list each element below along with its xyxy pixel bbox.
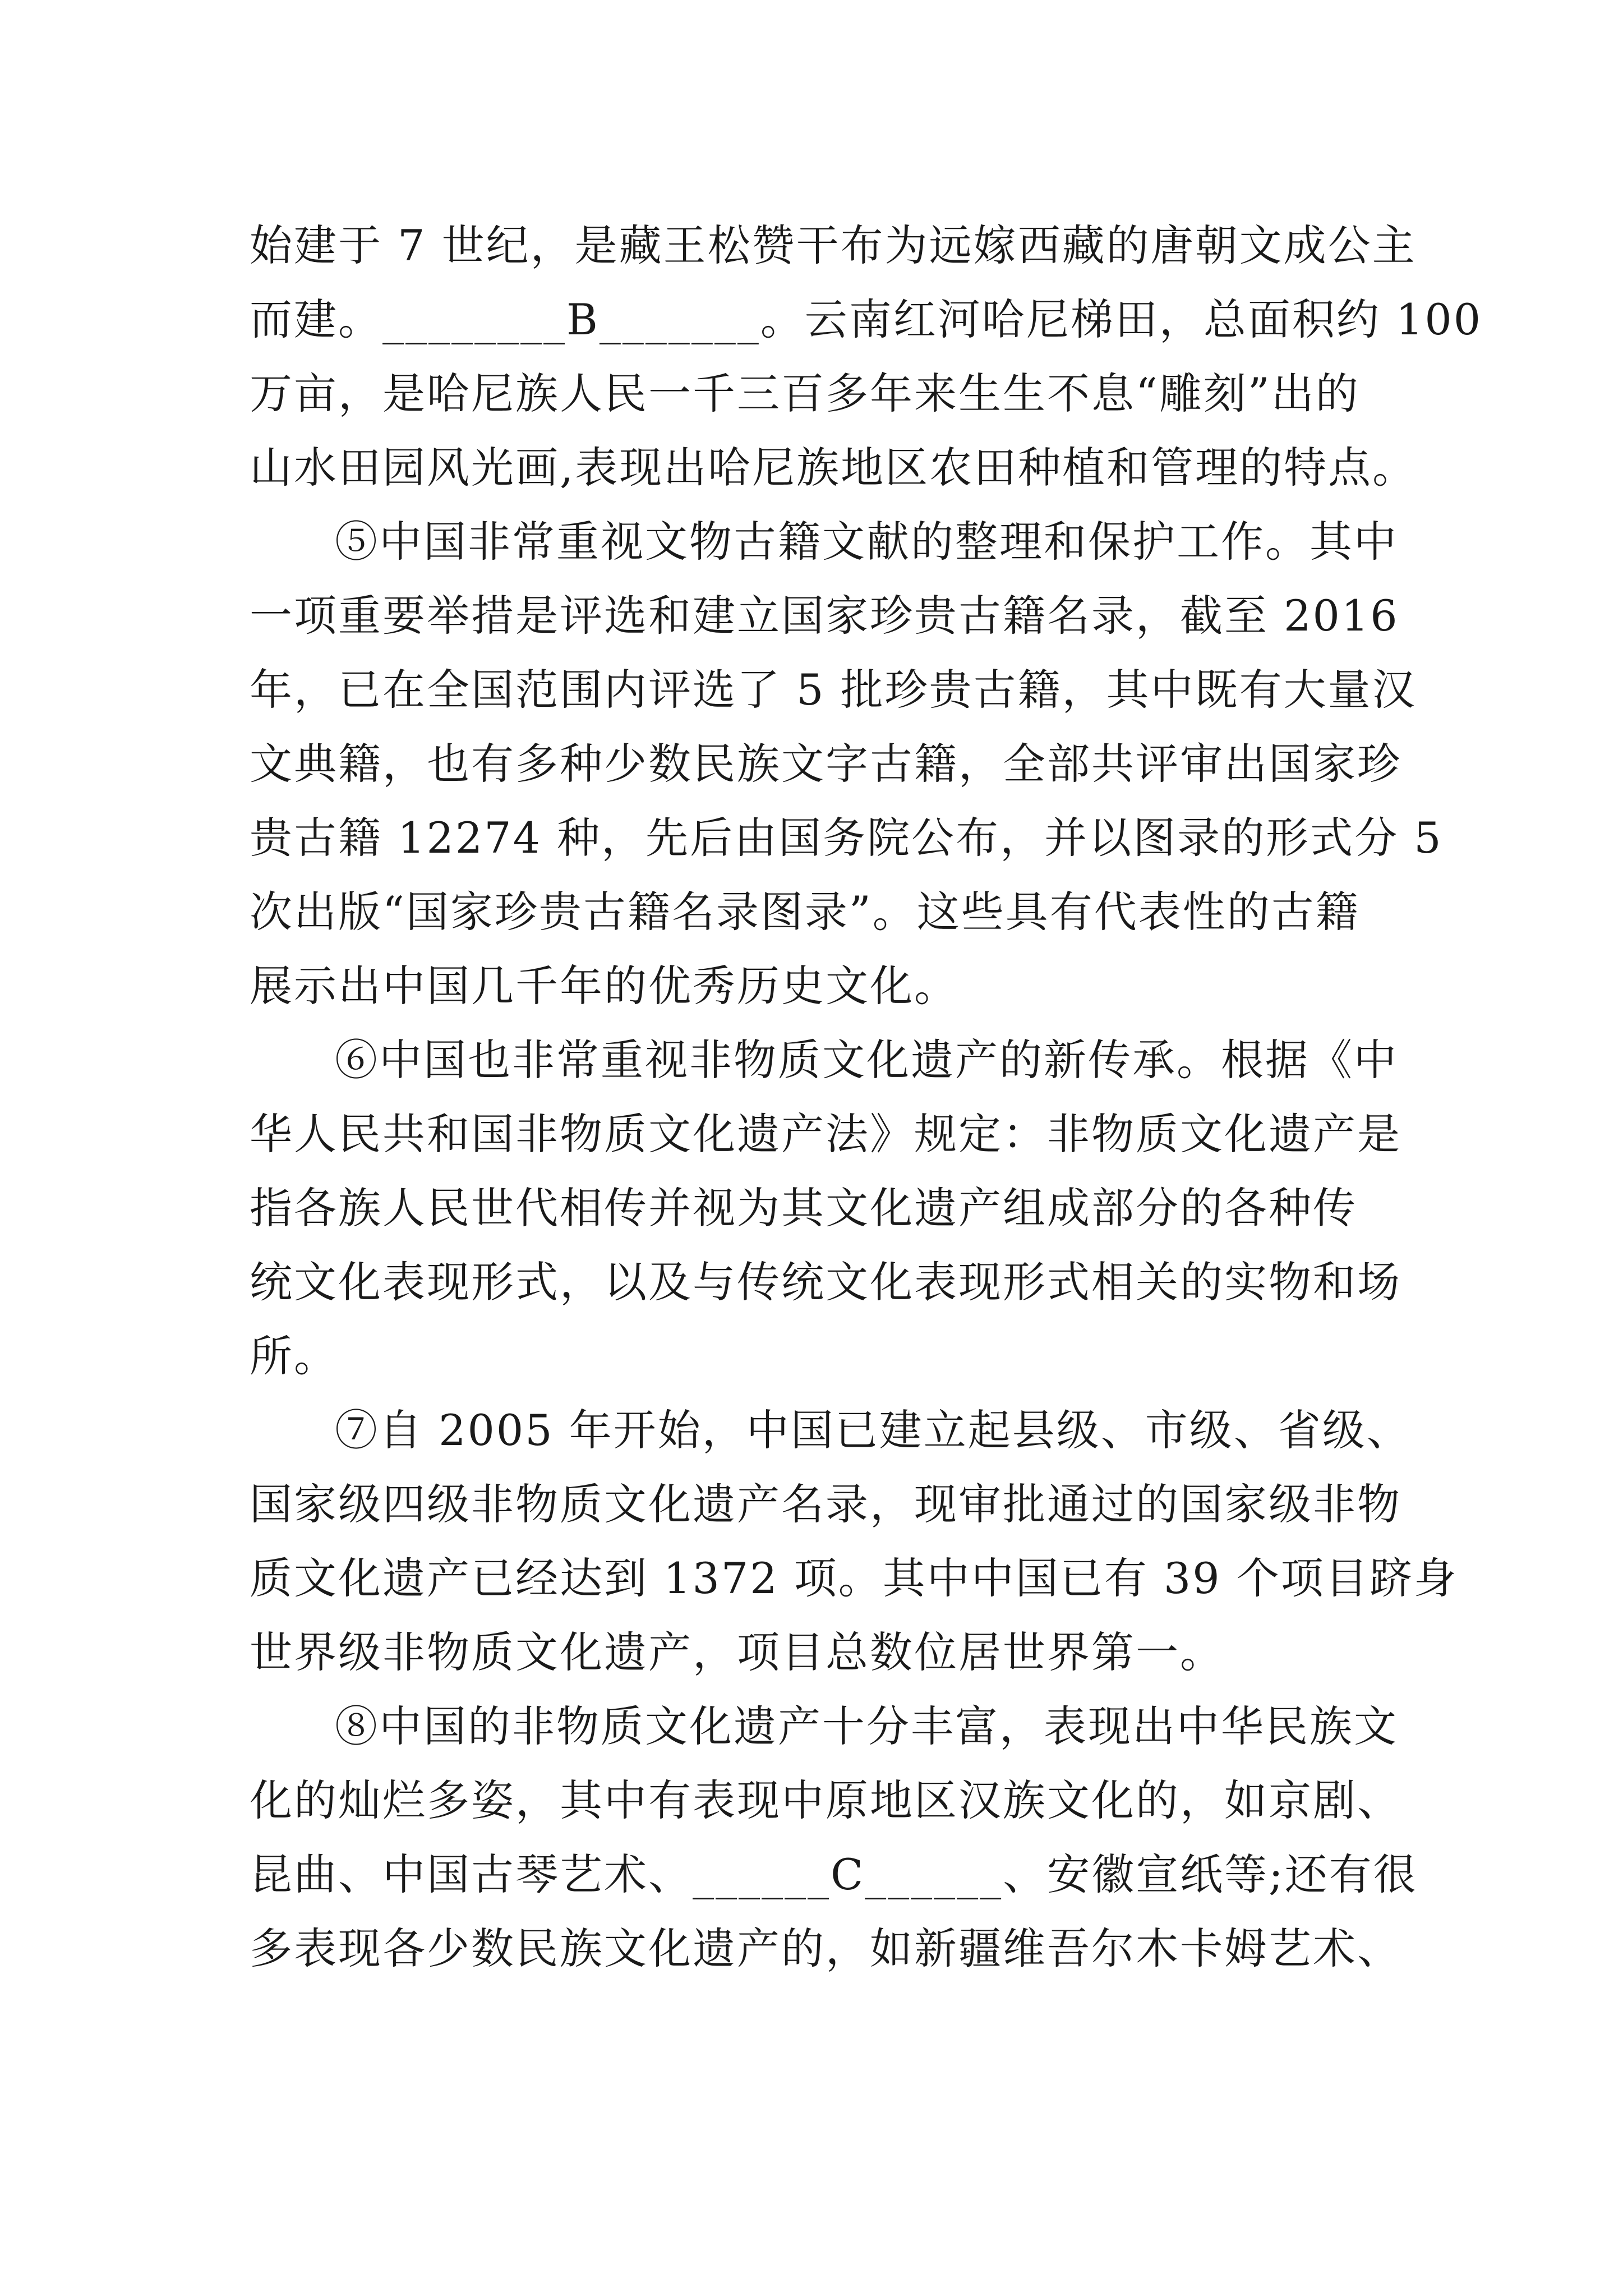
paragraph-5-start: ⑤中国非常重视文物古籍文献的整理和保护工作。其中 [335,517,1398,567]
body-text [250,209,1483,1986]
text-line: 多表现各少数民族文化遗产的，如新疆维吾尔木卡姆艺术、 [250,1924,1401,1973]
text-line: 华人民共和国非物质文化遗产法》规定：非物质文化遗产是 [250,1109,1401,1159]
text-line: 而建。________B_______。云南红河哈尼梯田，总面积约 100 [250,295,1483,344]
text-line: 山水田园风光画,表现出哈尼族地区农田种植和管理的特点。 [250,443,1417,493]
text-line: 化的灿烂多姿，其中有表现中原地区汉族文化的，如京剧、 [250,1775,1401,1825]
text-line: 次出版“国家珍贵古籍名录图录”。这些具有代表性的古籍 [250,887,1360,937]
text-line: 贵古籍 12274 种，先后由国务院公布，并以图录的形式分 5 [250,813,1443,863]
text-line: 文典籍，也有多种少数民族文字古籍，全部共评审出国家珍 [250,739,1401,789]
text-line: 年，已在全国范围内评选了 5 批珍贵古籍，其中既有大量汉 [250,665,1417,715]
text-line: 国家级四级非物质文化遗产名录，现审批通过的国家级非物 [250,1479,1401,1529]
text-line: 世界级非物质文化遗产，项目总数位居世界第一。 [250,1627,1224,1677]
text-line: 质文化遗产已经达到 1372 项。其中中国已有 39 个项目跻身 [250,1553,1458,1603]
text-line: 展示出中国几千年的优秀历史文化。 [250,961,958,1011]
text-line: 统文化表现形式，以及与传统文化表现形式相关的实物和场 [250,1257,1401,1307]
paragraph-7-start: ⑦自 2005 年开始，中国已建立起县级、市级、省级、 [335,1405,1411,1455]
text-line: 昆曲、中国古琴艺术、______C______、安徽宣纸等;还有很 [250,1849,1418,1899]
text-line: 所。 [250,1331,338,1381]
text-line: 始建于 7 世纪，是藏王松赞干布为远嫁西藏的唐朝文成公主 [250,220,1417,270]
paragraph-8-start: ⑧中国的非物质文化遗产十分丰富，表现出中华民族文 [335,1701,1398,1751]
text-line: 万亩，是哈尼族人民一千三百多年来生生不息“雕刻”出的 [250,369,1360,418]
text-line: 指各族人民世代相传并视为其文化遗产组成部分的各种传 [250,1183,1357,1233]
text-line: 一项重要举措是评选和建立国家珍贵古籍名录，截至 2016 [250,591,1399,641]
paragraph-6-start: ⑥中国也非常重视非物质文化遗产的新传承。根据《中 [335,1035,1398,1085]
